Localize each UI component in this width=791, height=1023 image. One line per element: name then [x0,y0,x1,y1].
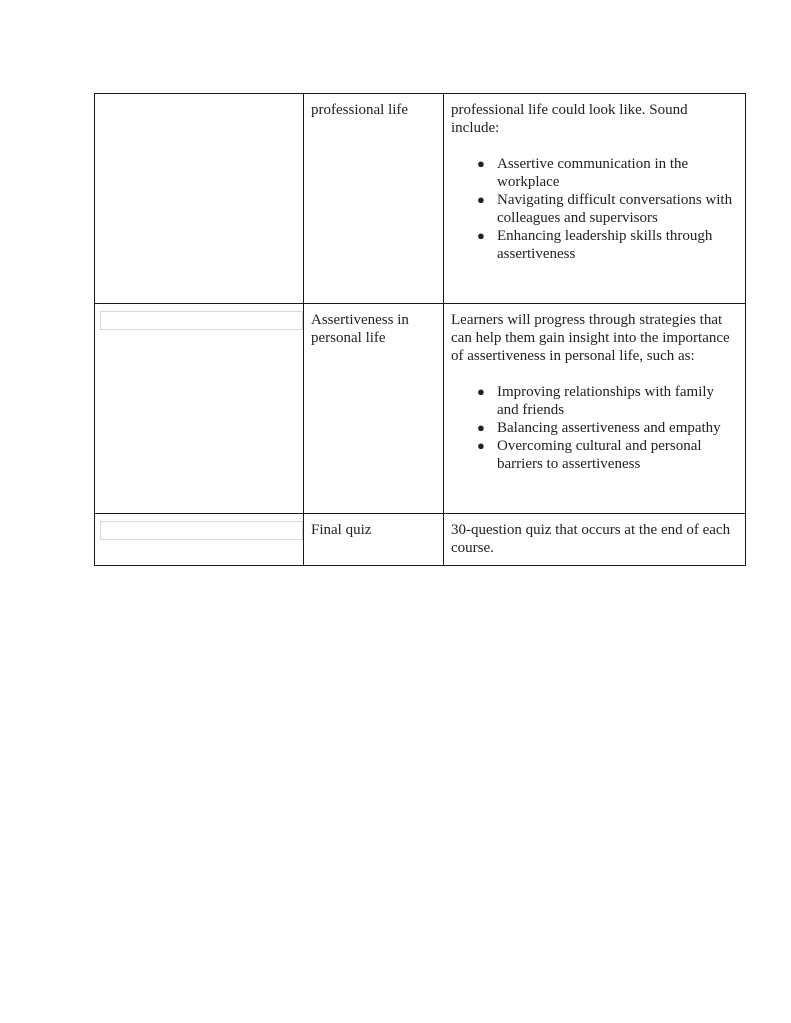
bullet-list [451,155,738,263]
description-cell [444,94,746,304]
topic-label: Assertiveness in personal life [311,312,409,346]
module-name-field[interactable] [100,311,303,330]
table-row [95,514,746,566]
list-item: ● Balancing assertiveness and empathy [477,420,721,436]
description-text: 30-question quiz that occurs at the end of each course. [451,522,731,556]
course-outline-table [94,93,746,566]
bullet-icon: ● [477,438,485,453]
list-item: ● Overcoming cultural and personal barriers to assertiveness [477,438,702,472]
bullet-icon: ● [477,192,485,207]
module-cell [95,514,304,566]
description-text: professional life could look like. Sound include: [451,102,688,136]
table-row [95,304,746,514]
bullet-icon: ● [477,384,485,399]
topic-label: professional life [311,102,409,118]
description-text: Learners will progress through strategies that can help them gain insight into the importance of assertiveness in personal life, such as: [451,312,730,364]
list-item: ● Improving relationships with family and friends [477,384,715,418]
module-cell [95,304,304,514]
description-cell [444,514,746,566]
topic-cell [304,514,444,566]
bullet-icon: ● [477,228,485,243]
topic-cell [304,94,444,304]
table-row [95,94,746,304]
module-name-field[interactable] [100,521,303,540]
topic-label: Final quiz [311,522,372,538]
bullet-icon: ● [477,420,485,435]
description-cell [444,304,746,514]
bullet-list [451,383,738,473]
module-cell [95,94,304,304]
list-item: ● Assertive communication in the workplace [477,156,689,190]
list-item: ● Navigating difficult conversations with colleagues and supervisors [477,192,733,226]
list-item: ● Enhancing leadership skills through assertiveness [477,228,713,262]
bullet-icon: ● [477,156,485,171]
topic-cell [304,304,444,514]
